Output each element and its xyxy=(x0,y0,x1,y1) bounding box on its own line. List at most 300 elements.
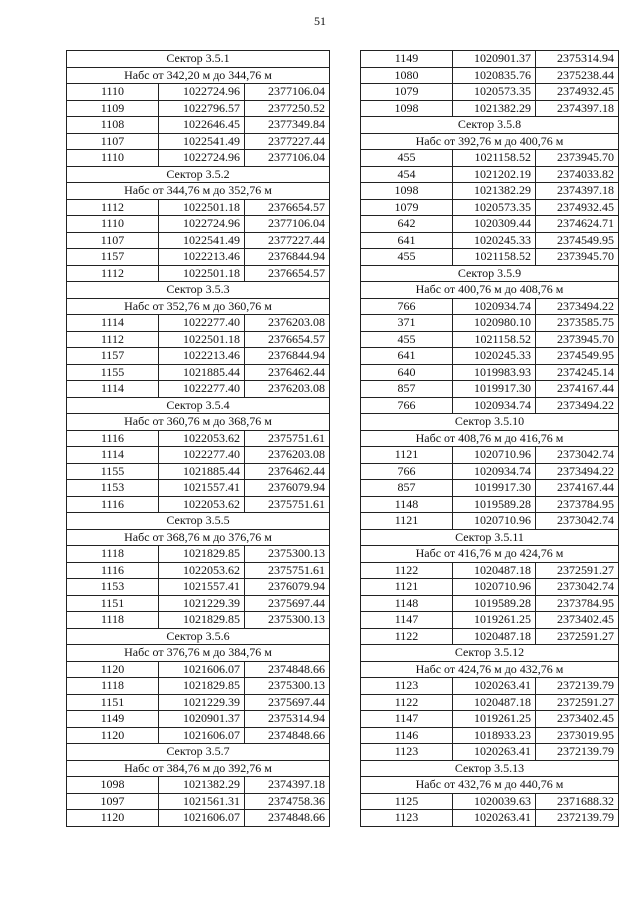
point-number-cell: 1114 xyxy=(67,447,159,464)
x-coordinate-cell: 1019589.28 xyxy=(453,496,536,513)
x-coordinate-cell: 1020835.76 xyxy=(453,67,536,84)
page-number: 51 xyxy=(314,14,326,28)
x-coordinate-cell: 1021606.07 xyxy=(159,727,245,744)
y-coordinate-cell: 2372591.27 xyxy=(536,562,619,579)
sector-title: Сектор 3.5.9 xyxy=(361,265,619,282)
sector-range-row xyxy=(361,777,619,794)
sector-title: Сектор 3.5.5 xyxy=(67,513,330,530)
sector-range-row xyxy=(361,430,619,447)
sector-range-row xyxy=(67,67,330,84)
sector-title-row xyxy=(67,744,330,761)
sector-range-row xyxy=(67,298,330,315)
y-coordinate-cell: 2376203.08 xyxy=(245,315,330,332)
sector-title: Сектор 3.5.11 xyxy=(361,529,619,546)
y-coordinate-cell: 2377106.04 xyxy=(245,216,330,233)
x-coordinate-cell: 1022541.49 xyxy=(159,232,245,249)
x-coordinate-cell: 1021606.07 xyxy=(159,810,245,827)
x-coordinate-cell: 1022213.46 xyxy=(159,249,245,266)
point-number-cell: 1109 xyxy=(67,100,159,117)
sector-title-row xyxy=(361,117,619,134)
table-row xyxy=(361,810,619,827)
table-row xyxy=(361,100,619,117)
sector-range-row xyxy=(361,661,619,678)
table-row xyxy=(67,265,330,282)
y-coordinate-cell: 2374758.36 xyxy=(245,793,330,810)
sector-title-row xyxy=(67,397,330,414)
x-coordinate-cell: 1021229.39 xyxy=(159,694,245,711)
point-number-cell: 1123 xyxy=(361,678,453,695)
sector-elevation-range: Набс от 352,76 м до 360,76 м xyxy=(67,298,330,315)
point-number-cell: 1107 xyxy=(67,133,159,150)
point-number-cell: 1151 xyxy=(67,694,159,711)
point-number-cell: 1155 xyxy=(67,463,159,480)
sector-title: Сектор 3.5.8 xyxy=(361,117,619,134)
x-coordinate-cell: 1019917.30 xyxy=(453,480,536,497)
sector-elevation-range: Набс от 392,76 м до 400,76 м xyxy=(361,133,619,150)
sector-title: Сектор 3.5.10 xyxy=(361,414,619,431)
y-coordinate-cell: 2376844.94 xyxy=(245,348,330,365)
table-row xyxy=(361,447,619,464)
y-coordinate-cell: 2374848.66 xyxy=(245,727,330,744)
sector-range-row xyxy=(361,282,619,299)
x-coordinate-cell: 1022277.40 xyxy=(159,447,245,464)
x-coordinate-cell: 1020710.96 xyxy=(453,579,536,596)
y-coordinate-cell: 2377106.04 xyxy=(245,84,330,101)
sector-elevation-range: Набс от 384,76 м до 392,76 м xyxy=(67,760,330,777)
point-number-cell: 1114 xyxy=(67,315,159,332)
sector-elevation-range: Набс от 416,76 м до 424,76 м xyxy=(361,546,619,563)
point-number-cell: 1110 xyxy=(67,84,159,101)
y-coordinate-cell: 2372591.27 xyxy=(536,694,619,711)
y-coordinate-cell: 2372591.27 xyxy=(536,628,619,645)
x-coordinate-cell: 1021158.52 xyxy=(453,249,536,266)
table-row xyxy=(361,579,619,596)
x-coordinate-cell: 1020039.63 xyxy=(453,793,536,810)
y-coordinate-cell: 2376462.44 xyxy=(245,364,330,381)
point-number-cell: 1108 xyxy=(67,117,159,134)
point-number-cell: 455 xyxy=(361,150,453,167)
x-coordinate-cell: 1022724.96 xyxy=(159,84,245,101)
point-number-cell: 1112 xyxy=(67,199,159,216)
x-coordinate-cell: 1021561.31 xyxy=(159,793,245,810)
table-row xyxy=(67,381,330,398)
x-coordinate-cell: 1020245.33 xyxy=(453,232,536,249)
y-coordinate-cell: 2373042.74 xyxy=(536,513,619,530)
point-number-cell: 1112 xyxy=(67,265,159,282)
x-coordinate-cell: 1021382.29 xyxy=(159,777,245,794)
y-coordinate-cell: 2376079.94 xyxy=(245,480,330,497)
x-coordinate-cell: 1020263.41 xyxy=(453,678,536,695)
coordinates-table-right xyxy=(360,50,619,827)
point-number-cell: 1080 xyxy=(361,67,453,84)
table-row xyxy=(67,480,330,497)
y-coordinate-cell: 2374549.95 xyxy=(536,232,619,249)
table-row xyxy=(67,364,330,381)
table-row xyxy=(361,232,619,249)
sector-elevation-range: Набс от 408,76 м до 416,76 м xyxy=(361,430,619,447)
table-row xyxy=(67,727,330,744)
table-row xyxy=(67,84,330,101)
point-number-cell: 454 xyxy=(361,166,453,183)
point-number-cell: 1157 xyxy=(67,348,159,365)
point-number-cell: 1118 xyxy=(67,612,159,629)
point-number-cell: 1120 xyxy=(67,810,159,827)
x-coordinate-cell: 1020309.44 xyxy=(453,216,536,233)
y-coordinate-cell: 2374397.18 xyxy=(536,100,619,117)
table-row xyxy=(361,562,619,579)
y-coordinate-cell: 2375751.61 xyxy=(245,496,330,513)
x-coordinate-cell: 1018933.23 xyxy=(453,727,536,744)
point-number-cell: 1148 xyxy=(361,595,453,612)
table-row xyxy=(67,133,330,150)
x-coordinate-cell: 1022213.46 xyxy=(159,348,245,365)
point-number-cell: 1123 xyxy=(361,744,453,761)
sector-title-row xyxy=(67,51,330,68)
sector-title: Сектор 3.5.2 xyxy=(67,166,330,183)
point-number-cell: 1079 xyxy=(361,199,453,216)
x-coordinate-cell: 1021382.29 xyxy=(453,100,536,117)
sector-title-row xyxy=(361,414,619,431)
point-number-cell: 1098 xyxy=(361,183,453,200)
y-coordinate-cell: 2374397.18 xyxy=(536,183,619,200)
table-row xyxy=(67,661,330,678)
point-number-cell: 1147 xyxy=(361,711,453,728)
table-row xyxy=(67,117,330,134)
table-row xyxy=(361,463,619,480)
y-coordinate-cell: 2374397.18 xyxy=(245,777,330,794)
table-row xyxy=(361,711,619,728)
x-coordinate-cell: 1020263.41 xyxy=(453,744,536,761)
point-number-cell: 1120 xyxy=(67,727,159,744)
y-coordinate-cell: 2376654.57 xyxy=(245,265,330,282)
y-coordinate-cell: 2376844.94 xyxy=(245,249,330,266)
table-row xyxy=(67,216,330,233)
table-row xyxy=(361,348,619,365)
table-row xyxy=(361,249,619,266)
table-row xyxy=(67,447,330,464)
table-row xyxy=(361,67,619,84)
point-number-cell: 640 xyxy=(361,364,453,381)
point-number-cell: 1121 xyxy=(361,579,453,596)
x-coordinate-cell: 1022646.45 xyxy=(159,117,245,134)
point-number-cell: 1110 xyxy=(67,150,159,167)
sector-title: Сектор 3.5.13 xyxy=(361,760,619,777)
y-coordinate-cell: 2373945.70 xyxy=(536,249,619,266)
x-coordinate-cell: 1022724.96 xyxy=(159,216,245,233)
x-coordinate-cell: 1022541.49 xyxy=(159,133,245,150)
y-coordinate-cell: 2373019.95 xyxy=(536,727,619,744)
table-row xyxy=(361,315,619,332)
table-row xyxy=(67,562,330,579)
point-number-cell: 1125 xyxy=(361,793,453,810)
point-number-cell: 641 xyxy=(361,348,453,365)
x-coordinate-cell: 1020934.74 xyxy=(453,298,536,315)
table-row xyxy=(67,678,330,695)
y-coordinate-cell: 2374033.82 xyxy=(536,166,619,183)
table-row xyxy=(361,150,619,167)
table-row xyxy=(361,397,619,414)
sector-elevation-range: Набс от 432,76 м до 440,76 м xyxy=(361,777,619,794)
sector-title: Сектор 3.5.4 xyxy=(67,397,330,414)
x-coordinate-cell: 1019261.25 xyxy=(453,711,536,728)
y-coordinate-cell: 2373402.45 xyxy=(536,612,619,629)
point-number-cell: 1118 xyxy=(67,678,159,695)
point-number-cell: 455 xyxy=(361,331,453,348)
x-coordinate-cell: 1022501.18 xyxy=(159,265,245,282)
point-number-cell: 1153 xyxy=(67,579,159,596)
point-number-cell: 857 xyxy=(361,381,453,398)
sector-elevation-range: Набс от 360,76 м до 368,76 м xyxy=(67,414,330,431)
y-coordinate-cell: 2375300.13 xyxy=(245,546,330,563)
sector-title-row xyxy=(67,628,330,645)
y-coordinate-cell: 2375751.61 xyxy=(245,562,330,579)
table-row xyxy=(67,579,330,596)
y-coordinate-cell: 2374932.45 xyxy=(536,199,619,216)
sector-elevation-range: Набс от 344,76 м до 352,76 м xyxy=(67,183,330,200)
sector-elevation-range: Набс от 400,76 м до 408,76 м xyxy=(361,282,619,299)
y-coordinate-cell: 2376203.08 xyxy=(245,447,330,464)
x-coordinate-cell: 1021557.41 xyxy=(159,480,245,497)
y-coordinate-cell: 2372139.79 xyxy=(536,810,619,827)
x-coordinate-cell: 1020263.41 xyxy=(453,810,536,827)
point-number-cell: 455 xyxy=(361,249,453,266)
table-row xyxy=(67,150,330,167)
y-coordinate-cell: 2375751.61 xyxy=(245,430,330,447)
y-coordinate-cell: 2373784.95 xyxy=(536,496,619,513)
y-coordinate-cell: 2373042.74 xyxy=(536,447,619,464)
table-row xyxy=(67,711,330,728)
point-number-cell: 1121 xyxy=(361,447,453,464)
table-row xyxy=(361,216,619,233)
y-coordinate-cell: 2375314.94 xyxy=(245,711,330,728)
y-coordinate-cell: 2376203.08 xyxy=(245,381,330,398)
y-coordinate-cell: 2374167.44 xyxy=(536,381,619,398)
x-coordinate-cell: 1020573.35 xyxy=(453,84,536,101)
point-number-cell: 1123 xyxy=(361,810,453,827)
y-coordinate-cell: 2373784.95 xyxy=(536,595,619,612)
y-coordinate-cell: 2374848.66 xyxy=(245,810,330,827)
table-row xyxy=(67,777,330,794)
sector-title-row xyxy=(67,282,330,299)
table-row xyxy=(67,546,330,563)
y-coordinate-cell: 2377250.52 xyxy=(245,100,330,117)
point-number-cell: 857 xyxy=(361,480,453,497)
x-coordinate-cell: 1022053.62 xyxy=(159,562,245,579)
x-coordinate-cell: 1021557.41 xyxy=(159,579,245,596)
table-row xyxy=(67,315,330,332)
point-number-cell: 1097 xyxy=(67,793,159,810)
sector-title-row xyxy=(67,166,330,183)
x-coordinate-cell: 1020487.18 xyxy=(453,694,536,711)
point-number-cell: 1098 xyxy=(361,100,453,117)
table-row xyxy=(361,298,619,315)
x-coordinate-cell: 1020710.96 xyxy=(453,513,536,530)
x-coordinate-cell: 1022053.62 xyxy=(159,496,245,513)
sector-range-row xyxy=(67,645,330,662)
point-number-cell: 642 xyxy=(361,216,453,233)
table-row xyxy=(67,810,330,827)
table-row xyxy=(361,51,619,68)
x-coordinate-cell: 1019261.25 xyxy=(453,612,536,629)
sector-range-row xyxy=(361,133,619,150)
y-coordinate-cell: 2374245.14 xyxy=(536,364,619,381)
table-row xyxy=(67,199,330,216)
x-coordinate-cell: 1020245.33 xyxy=(453,348,536,365)
x-coordinate-cell: 1020487.18 xyxy=(453,562,536,579)
y-coordinate-cell: 2376654.57 xyxy=(245,199,330,216)
x-coordinate-cell: 1021606.07 xyxy=(159,661,245,678)
y-coordinate-cell: 2373494.22 xyxy=(536,463,619,480)
point-number-cell: 371 xyxy=(361,315,453,332)
table-row xyxy=(361,166,619,183)
point-number-cell: 641 xyxy=(361,232,453,249)
table-row xyxy=(361,364,619,381)
y-coordinate-cell: 2373042.74 xyxy=(536,579,619,596)
sector-range-row xyxy=(67,414,330,431)
table-row xyxy=(361,513,619,530)
x-coordinate-cell: 1019589.28 xyxy=(453,595,536,612)
table-row xyxy=(67,463,330,480)
table-row xyxy=(361,793,619,810)
y-coordinate-cell: 2376079.94 xyxy=(245,579,330,596)
coordinates-table-left xyxy=(66,50,330,827)
table-row xyxy=(361,480,619,497)
y-coordinate-cell: 2377349.84 xyxy=(245,117,330,134)
y-coordinate-cell: 2373494.22 xyxy=(536,397,619,414)
y-coordinate-cell: 2377227.44 xyxy=(245,232,330,249)
point-number-cell: 1149 xyxy=(67,711,159,728)
table-row xyxy=(67,430,330,447)
table-row xyxy=(361,694,619,711)
point-number-cell: 1116 xyxy=(67,562,159,579)
point-number-cell: 766 xyxy=(361,397,453,414)
table-row xyxy=(67,348,330,365)
sector-range-row xyxy=(67,183,330,200)
table-row xyxy=(361,678,619,695)
point-number-cell: 1116 xyxy=(67,496,159,513)
x-coordinate-cell: 1022277.40 xyxy=(159,381,245,398)
point-number-cell: 1114 xyxy=(67,381,159,398)
y-coordinate-cell: 2373945.70 xyxy=(536,150,619,167)
y-coordinate-cell: 2375238.44 xyxy=(536,67,619,84)
sector-title-row xyxy=(361,265,619,282)
x-coordinate-cell: 1020980.10 xyxy=(453,315,536,332)
table-row xyxy=(67,793,330,810)
y-coordinate-cell: 2372139.79 xyxy=(536,678,619,695)
point-number-cell: 1122 xyxy=(361,562,453,579)
x-coordinate-cell: 1021885.44 xyxy=(159,463,245,480)
x-coordinate-cell: 1020934.74 xyxy=(453,463,536,480)
point-number-cell: 1149 xyxy=(361,51,453,68)
sector-title: Сектор 3.5.6 xyxy=(67,628,330,645)
sector-range-row xyxy=(361,546,619,563)
x-coordinate-cell: 1020901.37 xyxy=(159,711,245,728)
table-row xyxy=(361,595,619,612)
x-coordinate-cell: 1022053.62 xyxy=(159,430,245,447)
point-number-cell: 766 xyxy=(361,298,453,315)
y-coordinate-cell: 2374549.95 xyxy=(536,348,619,365)
point-number-cell: 1122 xyxy=(361,628,453,645)
sector-elevation-range: Набс от 368,76 м до 376,76 м xyxy=(67,529,330,546)
point-number-cell: 1121 xyxy=(361,513,453,530)
x-coordinate-cell: 1019983.93 xyxy=(453,364,536,381)
table-row xyxy=(67,496,330,513)
y-coordinate-cell: 2372139.79 xyxy=(536,744,619,761)
y-coordinate-cell: 2373402.45 xyxy=(536,711,619,728)
table-row xyxy=(361,183,619,200)
point-number-cell: 1148 xyxy=(361,496,453,513)
sector-title: Сектор 3.5.1 xyxy=(67,51,330,68)
point-number-cell: 1122 xyxy=(361,694,453,711)
y-coordinate-cell: 2377106.04 xyxy=(245,150,330,167)
point-number-cell: 1116 xyxy=(67,430,159,447)
sector-elevation-range: Набс от 424,76 м до 432,76 м xyxy=(361,661,619,678)
x-coordinate-cell: 1022796.57 xyxy=(159,100,245,117)
x-coordinate-cell: 1021158.52 xyxy=(453,150,536,167)
x-coordinate-cell: 1021229.39 xyxy=(159,595,245,612)
table-row xyxy=(361,628,619,645)
x-coordinate-cell: 1021829.85 xyxy=(159,612,245,629)
x-coordinate-cell: 1021382.29 xyxy=(453,183,536,200)
y-coordinate-cell: 2377227.44 xyxy=(245,133,330,150)
point-number-cell: 1118 xyxy=(67,546,159,563)
point-number-cell: 1147 xyxy=(361,612,453,629)
x-coordinate-cell: 1022501.18 xyxy=(159,331,245,348)
x-coordinate-cell: 1020487.18 xyxy=(453,628,536,645)
x-coordinate-cell: 1021885.44 xyxy=(159,364,245,381)
y-coordinate-cell: 2375314.94 xyxy=(536,51,619,68)
table-row xyxy=(361,84,619,101)
table-row xyxy=(361,199,619,216)
x-coordinate-cell: 1022501.18 xyxy=(159,199,245,216)
y-coordinate-cell: 2373494.22 xyxy=(536,298,619,315)
table-row xyxy=(67,331,330,348)
table-row xyxy=(361,727,619,744)
sector-range-row xyxy=(67,760,330,777)
point-number-cell: 1146 xyxy=(361,727,453,744)
sector-title-row xyxy=(361,529,619,546)
y-coordinate-cell: 2376654.57 xyxy=(245,331,330,348)
table-row xyxy=(67,232,330,249)
table-row xyxy=(67,595,330,612)
x-coordinate-cell: 1020901.37 xyxy=(453,51,536,68)
point-number-cell: 1153 xyxy=(67,480,159,497)
sector-elevation-range: Набс от 376,76 м до 384,76 м xyxy=(67,645,330,662)
table-row xyxy=(361,331,619,348)
point-number-cell: 1112 xyxy=(67,331,159,348)
y-coordinate-cell: 2375300.13 xyxy=(245,612,330,629)
table-row xyxy=(361,744,619,761)
point-number-cell: 1110 xyxy=(67,216,159,233)
table-row xyxy=(67,100,330,117)
point-number-cell: 1079 xyxy=(361,84,453,101)
sector-title: Сектор 3.5.7 xyxy=(67,744,330,761)
sector-title: Сектор 3.5.3 xyxy=(67,282,330,299)
table-row xyxy=(361,381,619,398)
y-coordinate-cell: 2374932.45 xyxy=(536,84,619,101)
point-number-cell: 1107 xyxy=(67,232,159,249)
table-row xyxy=(67,612,330,629)
y-coordinate-cell: 2375697.44 xyxy=(245,694,330,711)
point-number-cell: 1157 xyxy=(67,249,159,266)
table-row xyxy=(361,496,619,513)
x-coordinate-cell: 1020710.96 xyxy=(453,447,536,464)
x-coordinate-cell: 1022724.96 xyxy=(159,150,245,167)
y-coordinate-cell: 2376462.44 xyxy=(245,463,330,480)
table-row xyxy=(67,249,330,266)
table-row xyxy=(67,694,330,711)
x-coordinate-cell: 1021829.85 xyxy=(159,678,245,695)
